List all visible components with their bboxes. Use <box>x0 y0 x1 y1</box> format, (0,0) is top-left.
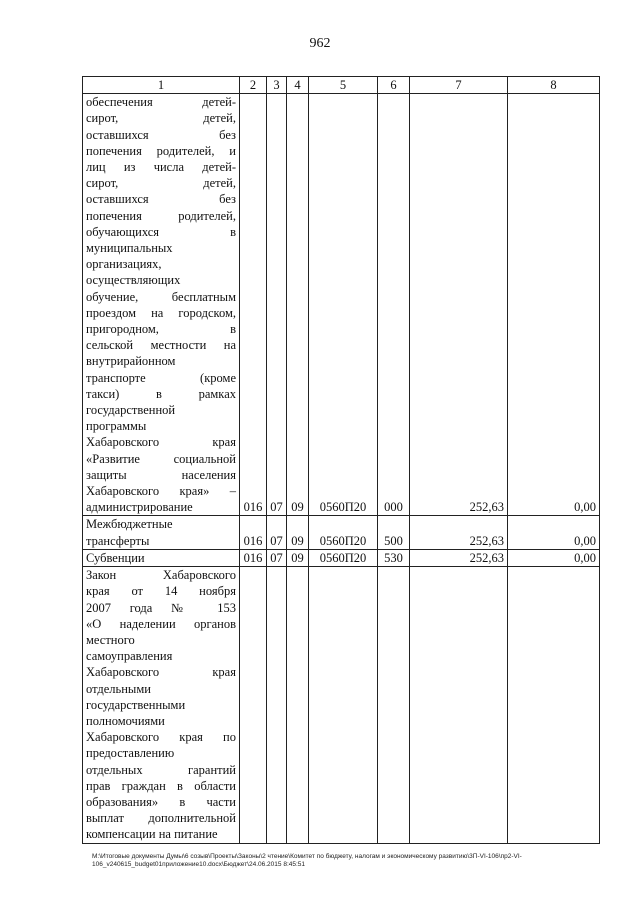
name-line: программы <box>86 419 147 434</box>
name-line: лиц из числа детей- <box>86 160 236 175</box>
table-row <box>83 94 600 516</box>
name-line: попечения родителей, <box>86 208 236 223</box>
name-line: оставшихся без <box>86 127 236 142</box>
expense-type-cell: 500 <box>378 516 410 549</box>
row-name-cell <box>83 516 240 549</box>
name-line: организациях, <box>86 257 162 272</box>
name-line: сирот, детей, <box>86 176 236 191</box>
name-line: сирот, детей, <box>86 111 236 126</box>
name-line: администрирование <box>86 500 193 515</box>
name-line: «Развитие социальной <box>86 451 236 466</box>
table-body <box>83 94 600 843</box>
amount-cell: 252,63 <box>410 549 508 566</box>
footer-line: M:\Итоговые документы Думы\6 созыв\Проекты\Законы\2 чтение\Комитет по бюджету, налогам и экономическому развитию\3П-VI-106\пр2-VI- <box>92 853 522 860</box>
name-line: местного <box>86 632 135 647</box>
table-row <box>83 567 600 843</box>
name-line: осуществляющих <box>86 273 181 288</box>
amount-cell <box>410 567 508 843</box>
name-line: края от 14 ноября <box>86 584 236 599</box>
name-line: государственными <box>86 697 186 712</box>
name-line: внутрирайонном <box>86 354 176 369</box>
name-line: отдельных гарантий <box>86 762 236 777</box>
subsection-cell <box>267 567 287 843</box>
name-line: Закон Хабаровского <box>86 568 236 583</box>
name-line: образования» в части <box>86 794 236 809</box>
name-line: обучающихся в <box>86 224 236 239</box>
name-line: попечения родителей, и <box>86 143 236 158</box>
row-name-cell <box>83 567 240 843</box>
page-number: 962 <box>309 36 331 51</box>
name-line: транспорте (кроме <box>86 370 236 385</box>
name-line: Межбюджетные <box>86 517 173 532</box>
name-line: обеспечения детей- <box>86 95 236 110</box>
name-line: государственной <box>86 403 176 418</box>
name-line: 2007 года № 153 <box>86 600 236 615</box>
section-cell: 016 <box>240 549 267 566</box>
subsection-cell: 09 <box>287 516 309 549</box>
name-line: полномочиями <box>86 713 165 728</box>
name-line: муниципальных <box>86 241 173 256</box>
target-article-cell: 0560П20 <box>309 94 378 516</box>
column-header: 1 <box>83 77 240 94</box>
column-header: 7 <box>410 77 508 94</box>
target-article-cell <box>309 567 378 843</box>
expense-type-cell: 000 <box>378 94 410 516</box>
subsection-cell: 07 <box>267 516 287 549</box>
section-cell: 016 <box>240 516 267 549</box>
file-path-footer <box>92 853 604 869</box>
subsection-cell <box>287 567 309 843</box>
name-line: трансферты <box>86 533 150 548</box>
name-line: оставшихся без <box>86 192 236 207</box>
expense-type-cell: 530 <box>378 549 410 566</box>
table-header-row <box>83 77 600 94</box>
name-line: сельской местности на <box>86 338 236 353</box>
name-line: выплат дополнительной <box>86 811 236 826</box>
target-article-cell: 0560П20 <box>309 516 378 549</box>
name-line: проездом на городском, <box>86 305 236 320</box>
amount-cell: 252,63 <box>410 516 508 549</box>
name-line: отдельными <box>86 681 151 696</box>
name-line: такси) в рамках <box>86 386 236 401</box>
subsection-cell: 09 <box>287 94 309 516</box>
amount-cell: 0,00 <box>508 516 600 549</box>
name-line: «О наделении органов <box>86 616 236 631</box>
name-line: обучение, бесплатным <box>86 289 236 304</box>
column-header: 8 <box>508 77 600 94</box>
name-line: прав граждан в области <box>86 778 236 793</box>
name-line: самоуправления <box>86 649 173 664</box>
target-article-cell: 0560П20 <box>309 549 378 566</box>
column-header: 6 <box>378 77 410 94</box>
name-line: Хабаровского края по <box>86 730 236 745</box>
column-header: 3 <box>267 77 287 94</box>
budget-table <box>82 76 600 844</box>
subsection-cell: 09 <box>287 549 309 566</box>
name-line: защиты населения <box>86 467 236 482</box>
expense-type-cell <box>378 567 410 843</box>
name-line: предоставлению <box>86 746 175 761</box>
name-line: пригородном, в <box>86 322 236 337</box>
name-line: Хабаровского края <box>86 435 236 450</box>
subsection-cell: 07 <box>267 549 287 566</box>
amount-cell: 0,00 <box>508 549 600 566</box>
section-cell: 016 <box>240 94 267 516</box>
column-header: 5 <box>309 77 378 94</box>
amount-cell: 0,00 <box>508 94 600 516</box>
table-row <box>83 549 600 566</box>
name-line: Хабаровского края» – <box>86 484 236 499</box>
name-line: компенсации на питание <box>86 827 218 842</box>
footer-line: 106_v240615_budget01приложение10.docx\Бюджет\24.06.2015 8:45:51 <box>92 861 306 868</box>
column-header: 2 <box>240 77 267 94</box>
column-header: 4 <box>287 77 309 94</box>
name-line: Субвенции <box>86 550 145 565</box>
row-name-cell <box>83 549 240 566</box>
name-line: Хабаровского края <box>86 665 236 680</box>
amount-cell <box>508 567 600 843</box>
amount-cell: 252,63 <box>410 94 508 516</box>
section-cell <box>240 567 267 843</box>
subsection-cell: 07 <box>267 94 287 516</box>
table-row <box>83 516 600 549</box>
row-name-cell <box>83 94 240 516</box>
